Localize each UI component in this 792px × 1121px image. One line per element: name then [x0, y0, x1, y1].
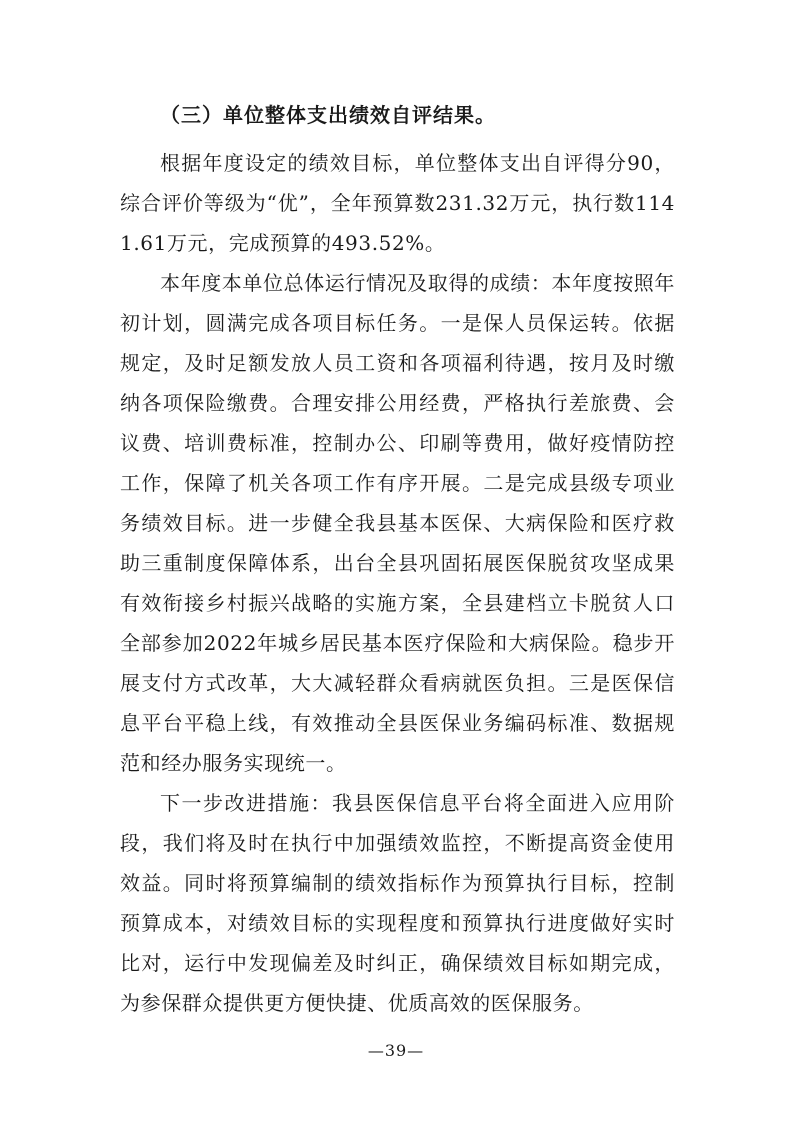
section-heading: （三）单位整体支出绩效自评结果。 — [160, 103, 496, 127]
document-body — [120, 95, 675, 1023]
paragraph-self-evaluation-result: 根据年度设定的绩效目标，单位整体支出自评得分90，综合评价等级为“优”，全年预算数231.32万元，执行数1141.61万元，完成预算的493.52%。 — [120, 151, 675, 255]
paragraph-annual-achievements: 本年度本单位总体运行情况及取得的成绩：本年度按照年初计划，圆满完成各项目标任务。一是保人员保运转。依据规定，及时足额发放人员工资和各项福利待遇，按月及时缴纳各项保险缴费。合理安排公用经费，严格执行差旅费、会议费、培训费标准，控制办公、印刷等费用，做好疫情防控工作，保障了机关各项工作有序开展。二是完成县级专项业务绩效目标。进一步健全我县基本医保、大病保险和医疗救助三重制度保障体系，出台全县巩固拓展医保脱贫攻坚成果有效衔接乡村振兴战略的实施方案，全县建档立卡脱贫人口全部参加2022年城乡居民基本医疗保险和大病保险。稳步开展支付方式改革，大大减轻群众看病就医负担。三是医保信息平台平稳上线，有效推动全县医保业务编码标准、数据规范和经办服务实现统一。 — [120, 271, 675, 775]
page-number: —39— — [367, 1041, 425, 1060]
paragraph-improvement-measures: 下一步改进措施：我县医保信息平台将全面进入应用阶段，我们将及时在执行中加强绩效监控，不断提高资金使用效益。同时将预算编制的绩效指标作为预算执行目标，控制预算成本，对绩效目标的实现程度和预算执行进度做好实时比对，运行中发现偏差及时纠正，确保绩效目标如期完成，为参保群众提供更方便快捷、优质高效的医保服务。 — [120, 791, 675, 1015]
